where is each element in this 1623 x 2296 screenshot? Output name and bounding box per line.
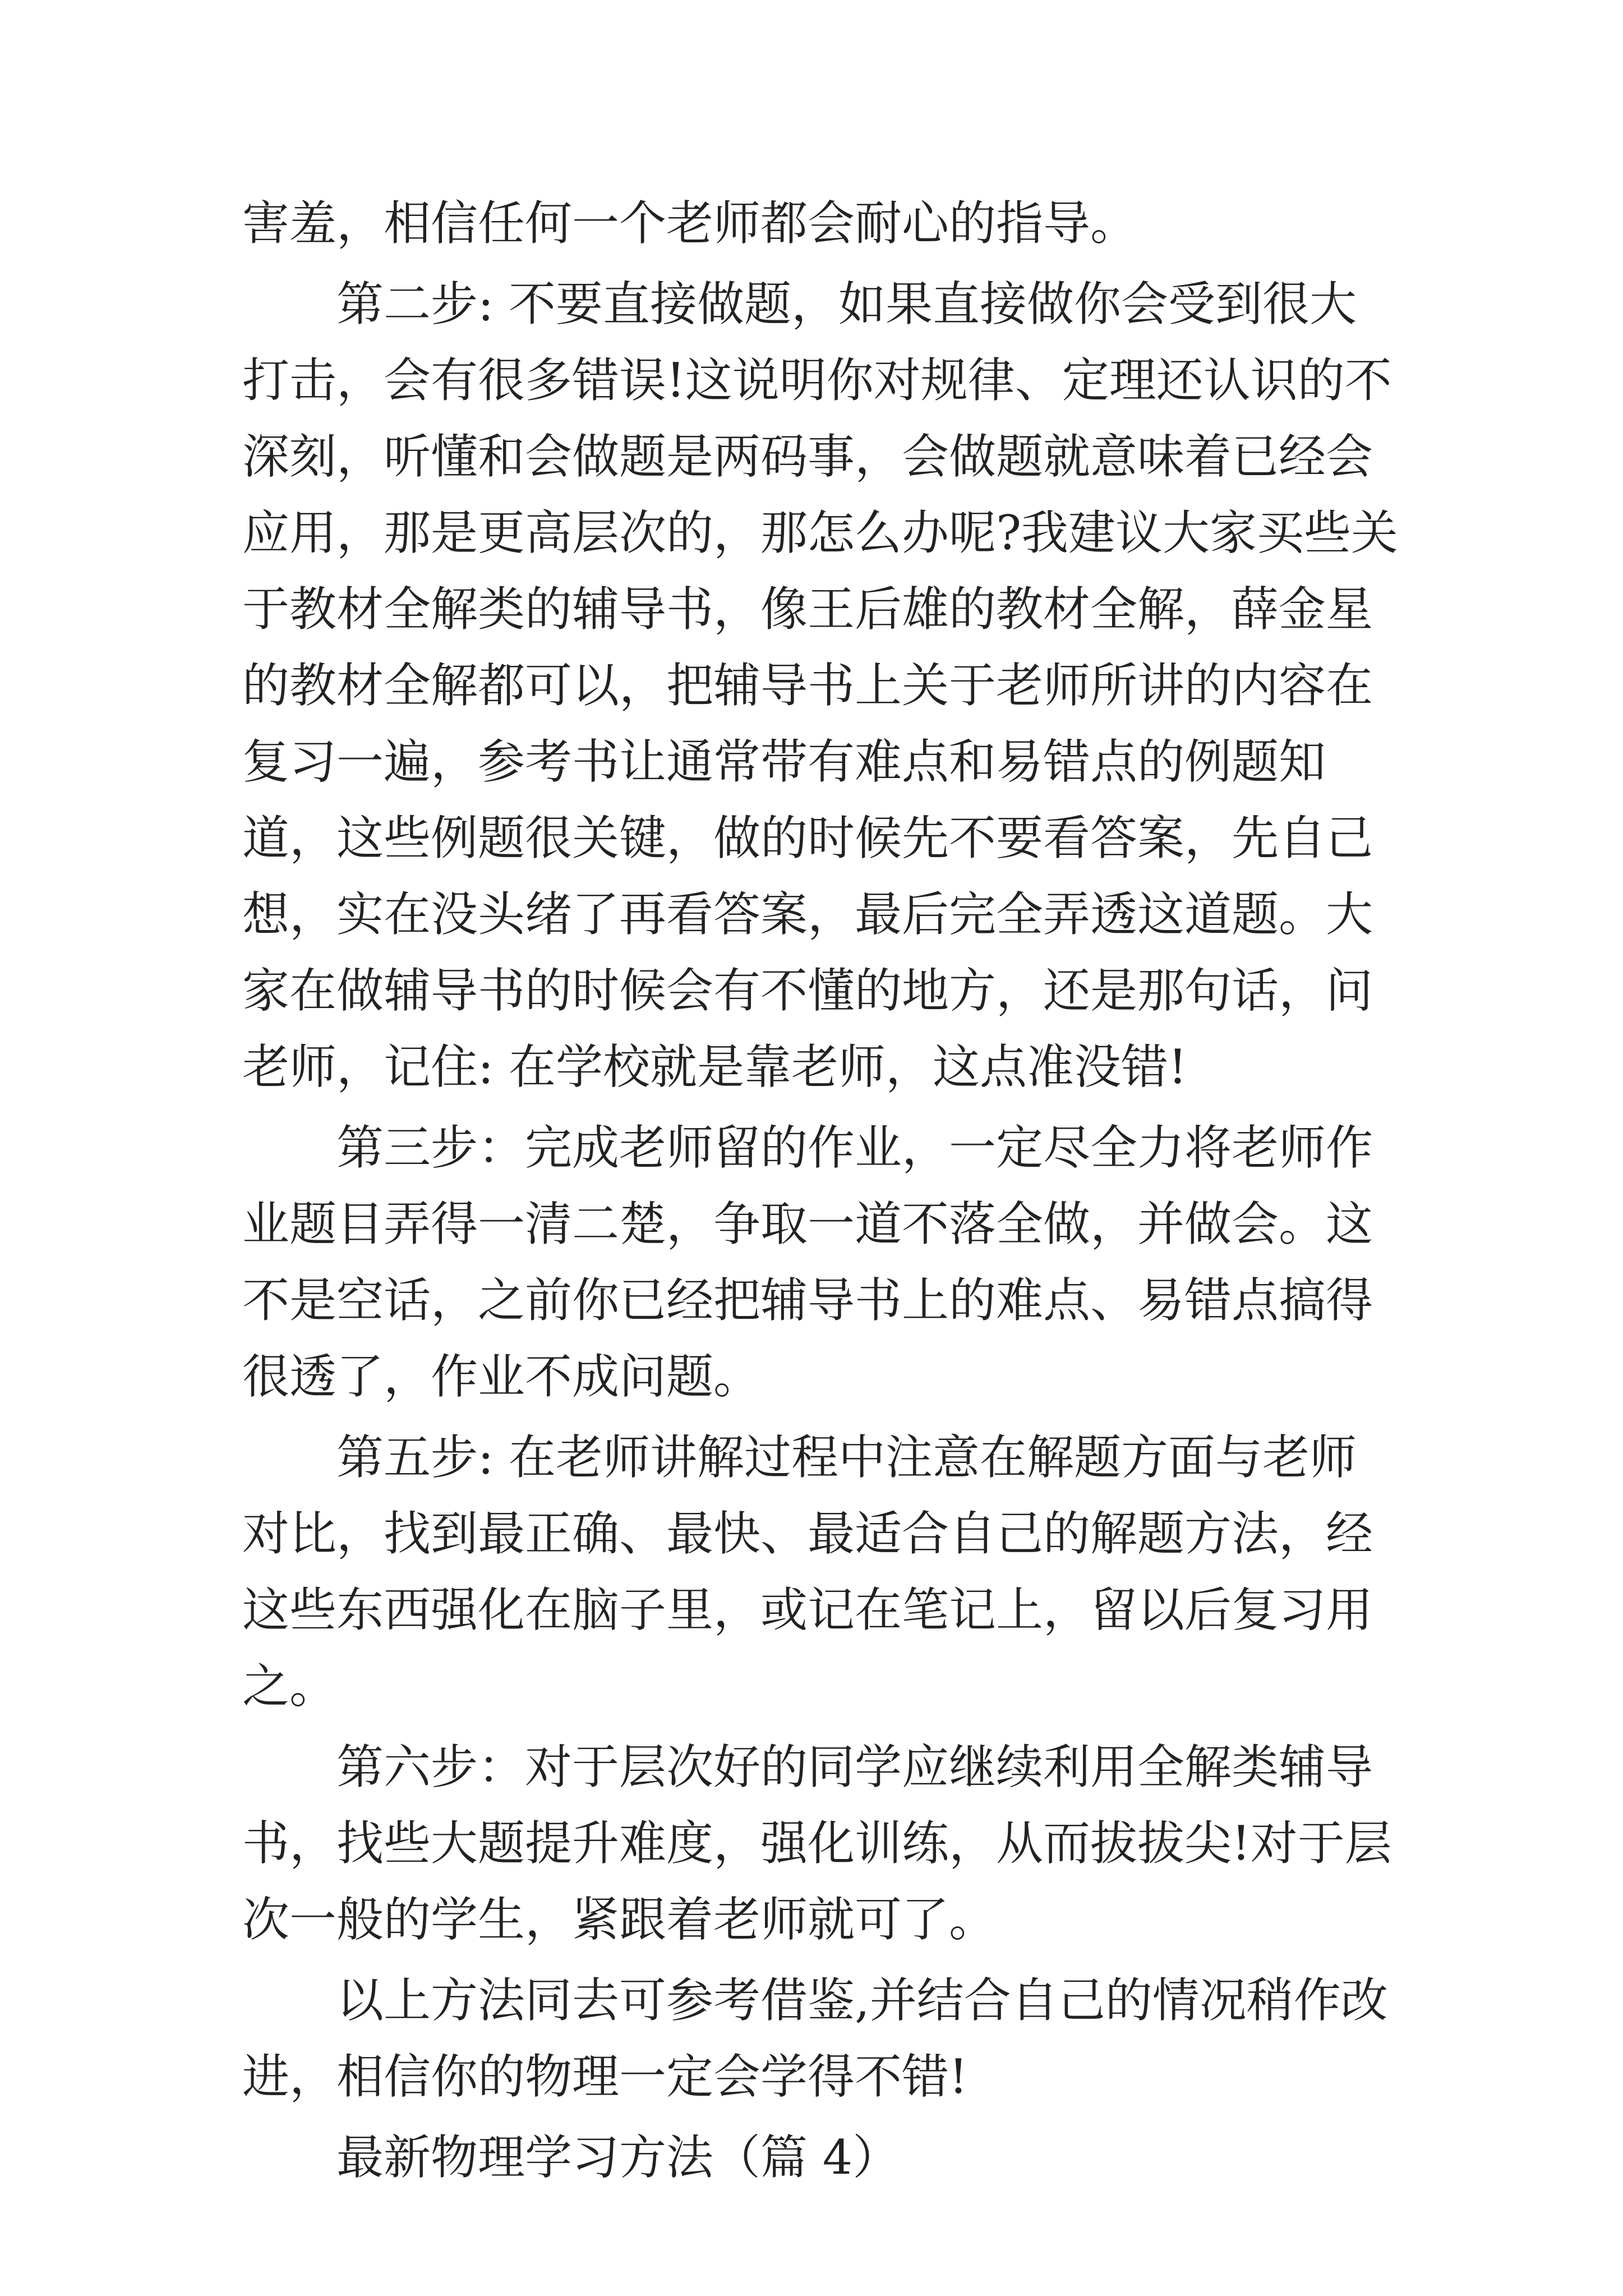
paragraph-step-three: 第三步：完成老师留的作业，一定尽全力将老师作业题目弄得一清二楚，争取一道不落全做，并做会。这不是空话，之前你已经把辅导书上的难点、易错点搞得很透了，作业不成问题。 xyxy=(242,1120,1373,1404)
section-heading: 最新物理学习方法（篇 4） xyxy=(336,2130,900,2185)
paragraph-step-six: 第六步：对于层次好的同学应继续利用全解类辅导书，找些大题提升难度，强化训练，从而拔拔尖!对于层次一般的学生，紧跟着老师就可了。 xyxy=(242,1740,1392,1947)
document-body xyxy=(242,185,1403,2200)
paragraph-continuation: 害羞，相信任何一个老师都会耐心的指导。 xyxy=(242,196,1138,251)
paragraph-step-two: 第二步: 不要直接做题，如果直接做你会受到很大打击，会有很多错误!这说明你对规律、定理还认识的不深刻，听懂和会做题是两码事，会做题就意味着已经会应用，那是更高层次的，那怎么办呢?我建议大家买些关于教材全解类的辅导书，像王后雄的教材全解，薛金星的教材全解都可以，把辅导书上关于老师所讲的内容在复习一遍，参考书让通常带有难点和易错点的例题知道，这些例题很关键，做的时候先不要看答案，先自己想，实在没头绪了再看答案，最后完全弄透这道题。大家在做辅导书的时候会有不懂的地方，还是那句话，问老师，记住: 在学校就是靠老师，这点准没错! xyxy=(242,277,1399,1094)
paragraph-conclusion: 以上方法同去可参考借鉴,并结合自己的情况稍作改进，相信你的物理一定会学得不错! xyxy=(242,1973,1388,2104)
paragraph-step-five: 第五步: 在老师讲解过程中注意在解题方面与老师对比，找到最正确、最快、最适合自己的解题方法，经这些东西强化在脑子里，或记在笔记上，留以后复习用之。 xyxy=(242,1430,1373,1714)
